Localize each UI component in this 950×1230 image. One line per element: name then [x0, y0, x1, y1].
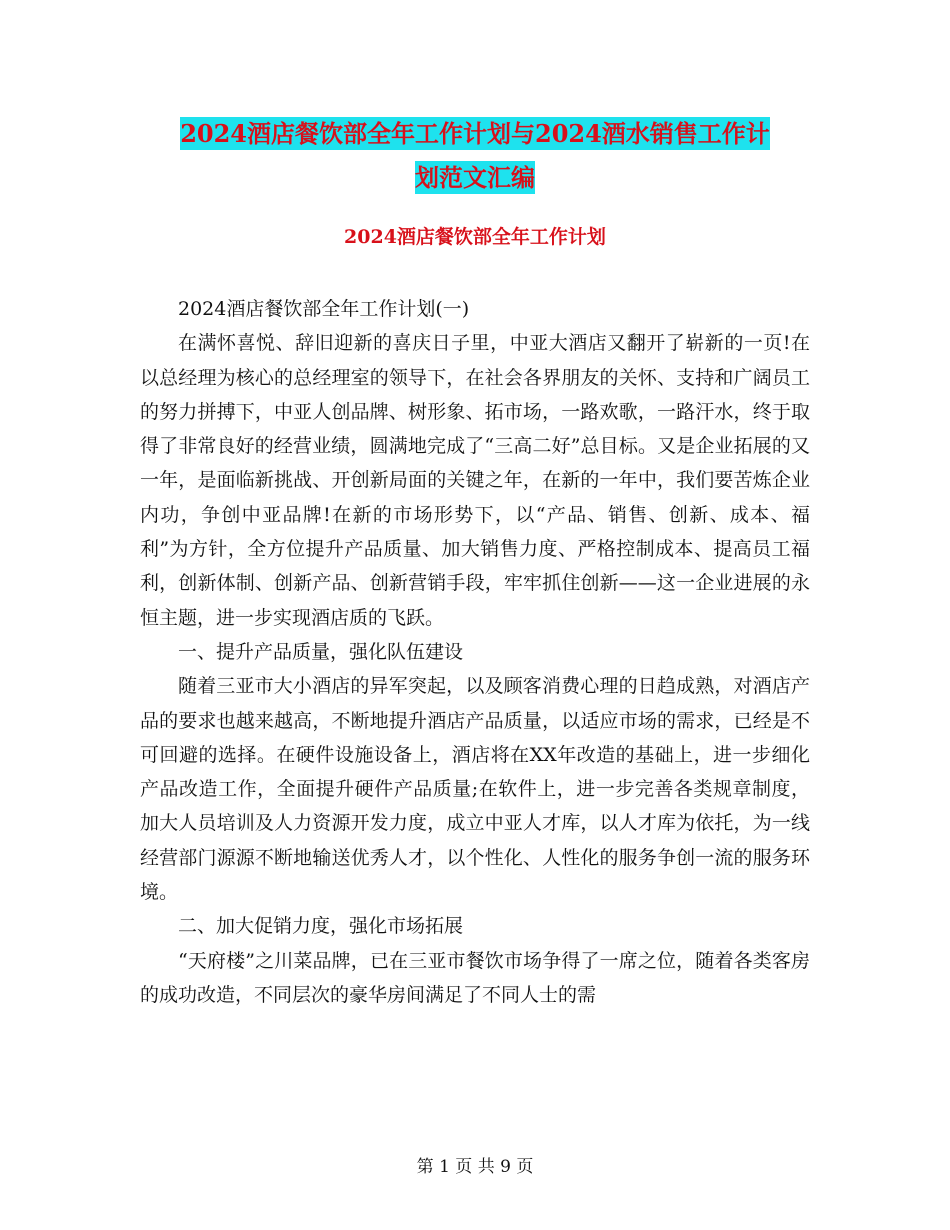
title-line-1: 2024酒店餐饮部全年工作计划与2024酒水销售工作计: [180, 119, 770, 148]
document-title: [140, 112, 810, 200]
plan-subtitle: 2024酒店餐饮部全年工作计划(一): [178, 298, 470, 320]
page-footer: 第 1 页 共 9 页: [416, 1157, 534, 1177]
paragraph-intro: 在满怀喜悦、辞旧迎新的喜庆日子里，中亚大酒店又翻开了崭新的一页!在以总经理为核心的总经理室的领导下，在社会各界朋友的关怀、支持和广阔员工的努力拼搏下，中亚人创品牌、树形象、拓市场，一路欢歌，一路汗水，终于取得了非常良好的经营业绩，圆满地完成了“三高二好”总目标。又是企业拓展的又一年，是面临新挑战、开创新局面的关键之年，在新的一年中，我们要苦炼企业内功，争创中亚品牌!在新的市场形势下，以“产品、销售、创新、成本、福利”为方针，全方位提升产品质量、加大销售力度、严格控制成本、提高员工福利，创新体制、创新产品、创新营销手段，牢牢抓住创新——这一企业进展的永恒主题，进一步实现酒店质的飞跃。: [140, 332, 810, 629]
heading-section-1: 一、提升产品质量，强化队伍建设: [178, 640, 464, 663]
section-title: 2024酒店餐饮部全年工作计划: [344, 226, 606, 248]
document-body: [140, 292, 810, 1012]
paragraph-section-1: 随着三亚市大小酒店的异军突起，以及顾客消费心理的日趋成熟，对酒店产品的要求也越来越高，不断地提升酒店产品质量，以适应市场的需求，已经是不可回避的选择。在硬件设施设备上，酒店将在XX年改造的基础上，进一步细化产品改造工作，全面提升硬件产品质量;在软件上，进一步完善各类规章制度，加大人员培训及人力资源开发力度，成立中亚人才库，以人才库为依托，为一线经营部门源源不断地输送优秀人才，以个性化、人性化的服务争创一流的服务环境。: [140, 675, 810, 904]
title-line-2: 划范文汇编: [415, 163, 535, 192]
heading-section-2: 二、加大促销力度，强化市场拓展: [178, 915, 464, 938]
paragraph-section-2: “天府楼”之川菜品牌，已在三亚市餐饮市场争得了一席之位，随着各类客房的成功改造，不同层次的豪华房间满足了不同人士的需: [140, 949, 810, 1006]
